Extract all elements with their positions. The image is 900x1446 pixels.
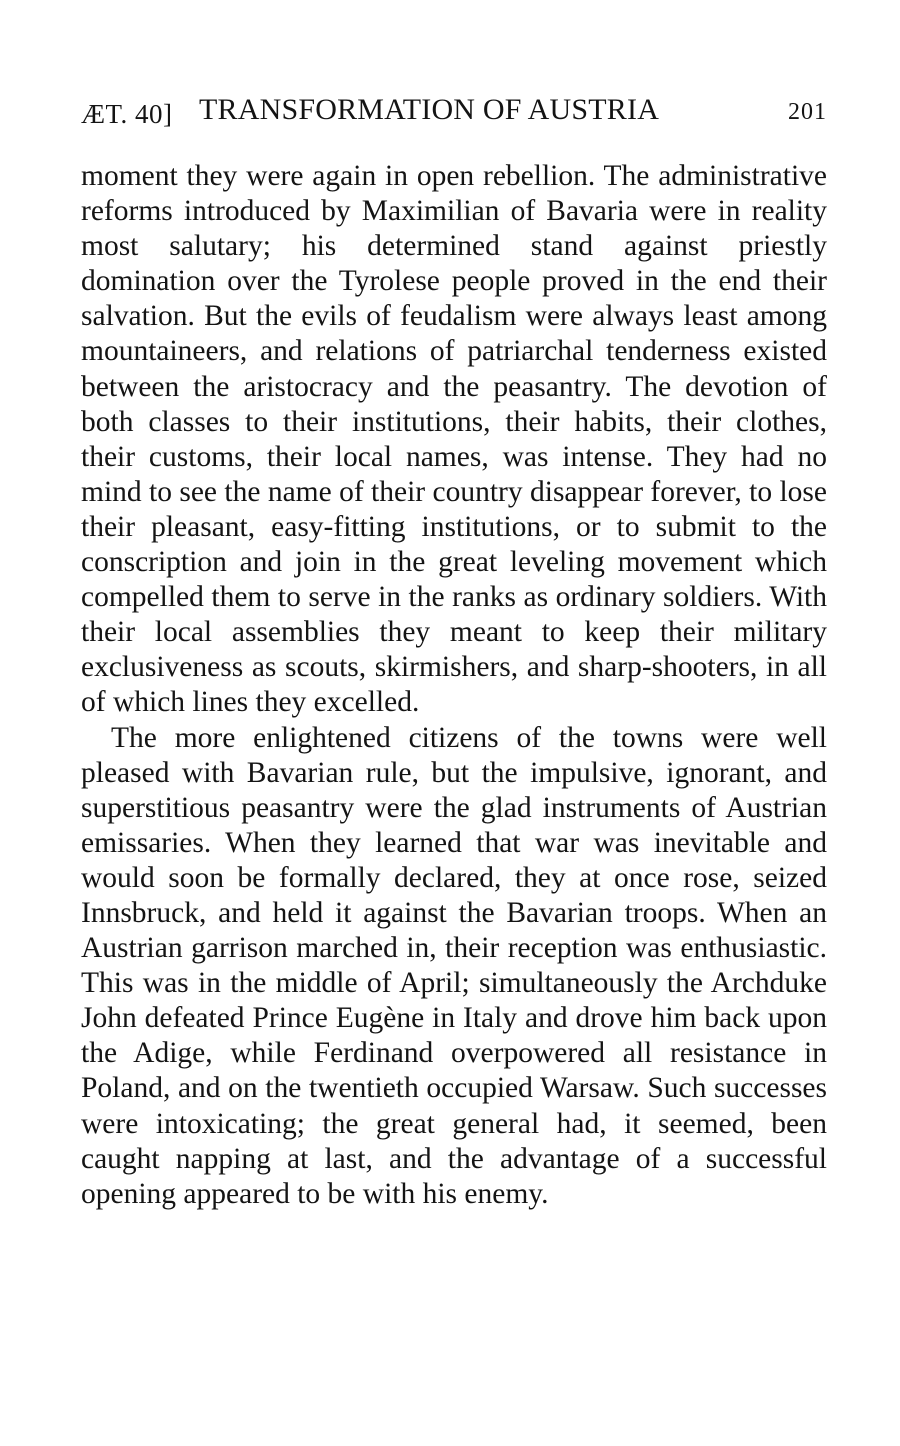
page-number: 201 <box>788 99 827 125</box>
book-page <box>81 93 827 1212</box>
paragraph-1: moment they were again in open rebellion. The administrative reforms introduced by Maximilian of Bavaria were in reality most salutary; his determined stand against priestly domination over the Tyrolese people proved in the end their salvation. But the evils of feudalism were always least among mountaineers, and relations of patriarchal tenderness existed between the aristocracy and the peasantry. The devotion of both classes to their institutions, their habits, their clothes, their customs, their local names, was intense. They had no mind to see the name of their country disappear forever, to lose their pleasant, easy-fitting institutions, or to submit to the conscription and join in the great leveling movement which compelled them to serve in the ranks as ordinary soldiers. With their local assemblies they meant to keep their military exclusiveness as scouts, skirmishers, and sharp-shooters, in all of which lines they excelled. <box>81 160 827 719</box>
body-text <box>81 159 827 1212</box>
paragraph-2: The more enlightened citizens of the towns were well pleased with Bavarian rule, but the impulsive, ignorant, and superstitious peasantry were the glad instruments of Austrian emissaries. When they learned that war was inevitable and would soon be formally declared, they at once rose, seized Innsbruck, and held it against the Bavarian troops. When an Austrian garrison marched in, their reception was enthusiastic. This was in the middle of April; simultaneously the Archduke John defeated Prince Eugène in Italy and drove him back upon the Adige, while Ferdinand overpowered all resistance in Poland, and on the twentieth occupied Warsaw. Such successes were intoxicating; the great general had, it seemed, been caught napping at last, and the advantage of a successful opening appeared to be with his enemy. <box>81 721 827 1210</box>
running-head <box>81 93 827 137</box>
section-mark: ÆT. 40] <box>81 99 173 129</box>
page-title: TRANSFORMATION OF AUSTRIA <box>199 93 660 126</box>
